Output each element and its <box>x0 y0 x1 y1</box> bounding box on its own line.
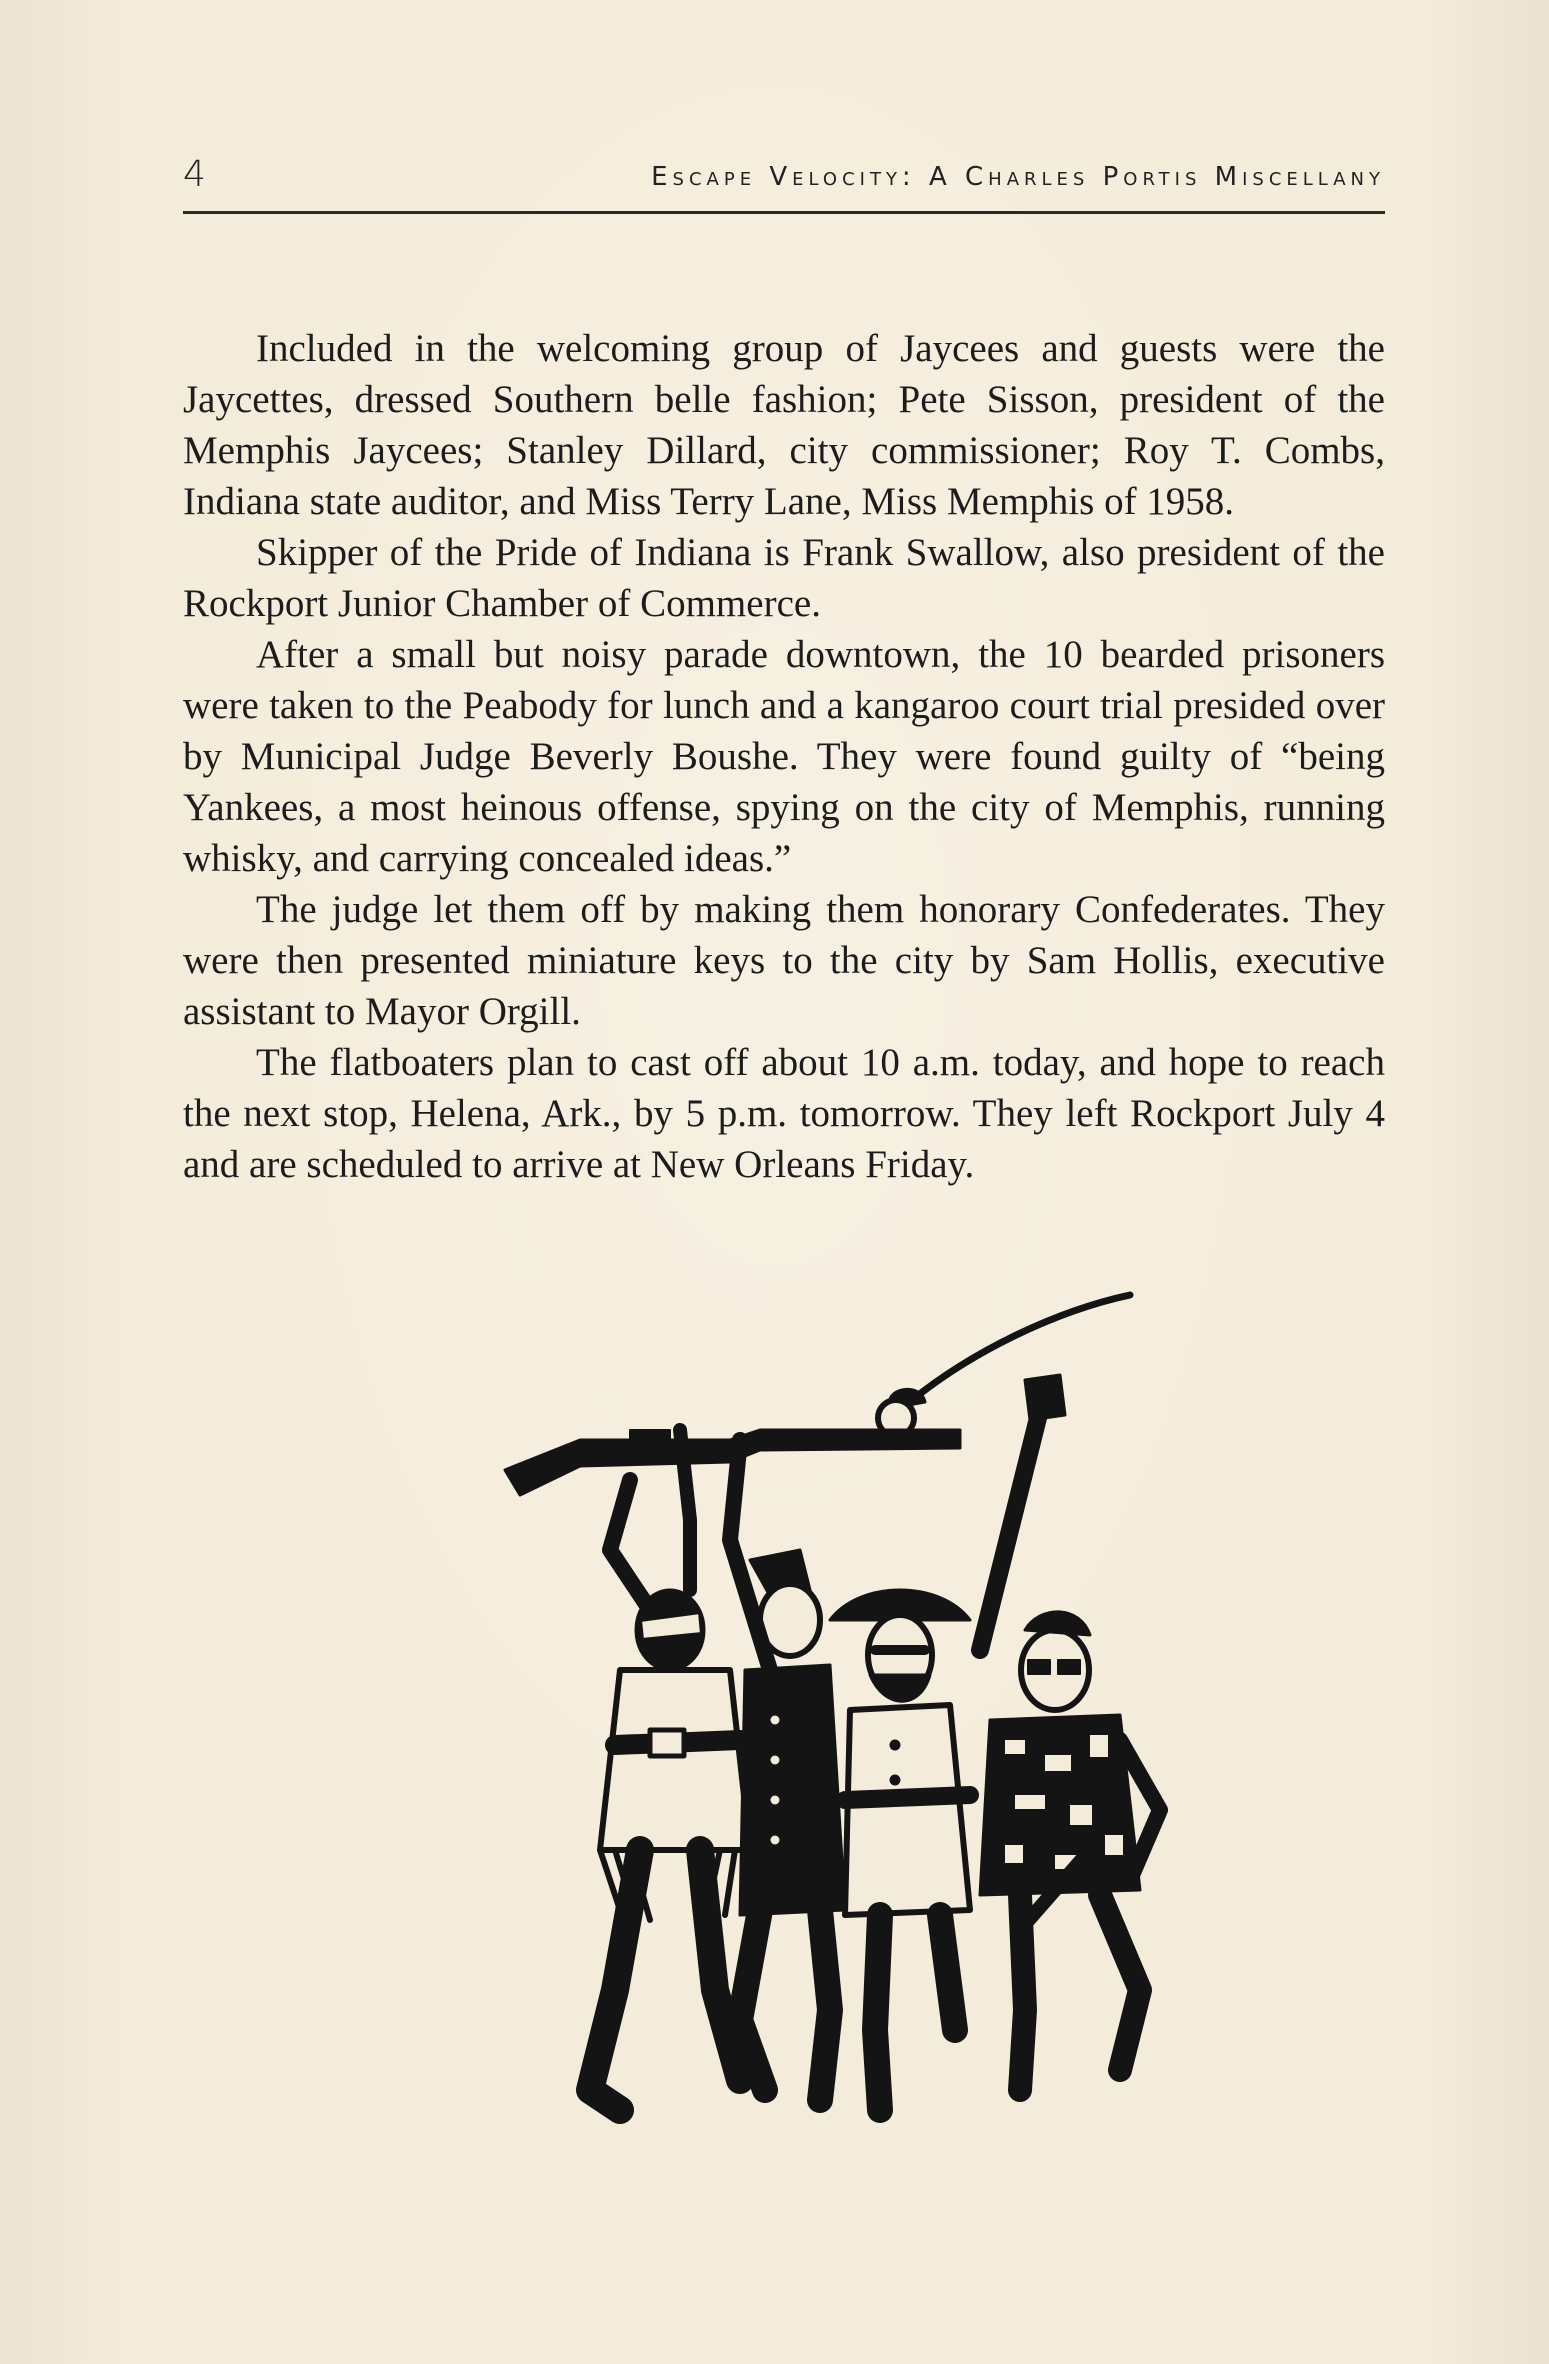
figure-confederate-officer <box>730 1440 845 2100</box>
paragraph-3: After a small but noisy parade downtown, the 10 bearded prisoners were taken to the Peabody for lunch and a kangaroo court trial presided over by Municipal Judge Beverly Boushe. They were found guilty of “being Yankees, a most heinous offense, spying on the city of Memphis, running whisky, and carrying concealed ideas.” <box>183 633 1385 880</box>
paragraph-5: The flatboaters plan to cast off about 10 a.m. today, and hope to reach the next stop, Helena, Ark., by 5 p.m. tomorrow. They left Rockport July 4 and are scheduled to arrive at New Orleans Friday. <box>183 1041 1385 1186</box>
figure-bearded-hat <box>830 1590 970 2110</box>
running-head: Escape Velocity: A Charles Portis Miscellany <box>651 162 1385 192</box>
paragraph-2: Skipper of the Pride of Indiana is Frank Swallow, also president of the Rockport Junior Chamber of Commerce. <box>183 531 1385 625</box>
sabre-drawing <box>878 1295 1130 1436</box>
flatboaters-illustration <box>500 1290 1200 2130</box>
figure-sunglasses <box>980 1375 1160 2090</box>
paragraph-4: The judge let them off by making them honorary Confederates. They were then presented miniature keys to the city by Sam Hollis, executive assistant to Mayor Orgill. <box>183 888 1385 1033</box>
page-number: 4 <box>183 154 206 195</box>
body-text <box>183 323 1385 1190</box>
header-rule <box>183 211 1385 214</box>
page-header <box>183 150 1385 210</box>
paragraph-1: Included in the welcoming group of Jaycees and guests were the Jaycettes, dressed Southern belle fashion; Pete Sisson, president of the Memphis Jaycees; Stanley Dillard, city commissioner; Roy T. Combs, Indiana state auditor, and Miss Terry Lane, Miss Memphis of 1958. <box>183 327 1385 523</box>
